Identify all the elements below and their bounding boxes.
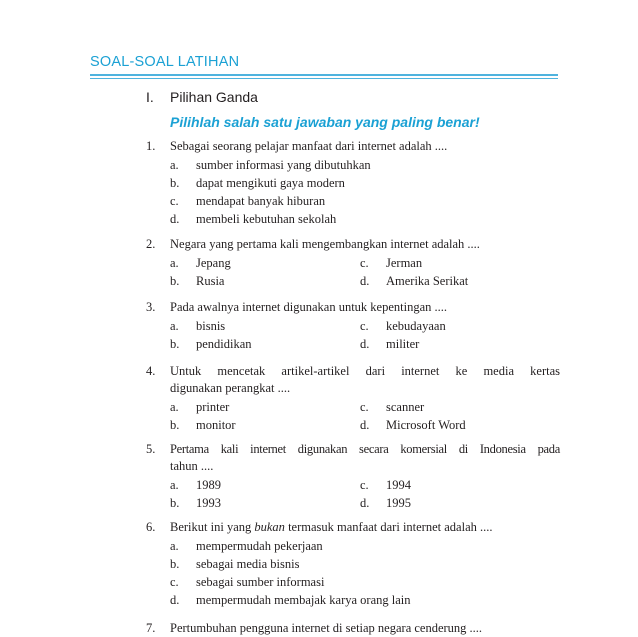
question-number: 4. bbox=[146, 364, 156, 378]
question-number: 3. bbox=[146, 300, 156, 314]
question-number: 2. bbox=[146, 237, 156, 251]
option-text: Amerika Serikat bbox=[386, 274, 469, 288]
option-b bbox=[170, 494, 360, 512]
question-text bbox=[170, 519, 560, 536]
question-text: Negara yang pertama kali mengembangkan internet adalah .... bbox=[170, 237, 480, 251]
question-5 bbox=[146, 441, 560, 512]
option-b bbox=[170, 416, 360, 434]
option-letter: c. bbox=[170, 194, 179, 208]
option-d bbox=[360, 494, 560, 512]
question-text-line1: Pertama kali internet digunakan secara komersial di Indonesia pada bbox=[170, 442, 560, 456]
option-letter: b. bbox=[170, 557, 180, 571]
option-text: bisnis bbox=[196, 319, 226, 333]
option-letter: a. bbox=[170, 478, 179, 492]
option-text: Jepang bbox=[196, 256, 231, 270]
option-letter: d. bbox=[170, 593, 180, 607]
question-text-line1: Untuk mencetak artikel-artikel dari internet ke media kertas bbox=[170, 364, 560, 378]
question-text: Pada awalnya internet digunakan untuk kepentingan .... bbox=[170, 300, 448, 314]
option-d bbox=[170, 591, 560, 609]
option-c bbox=[360, 317, 560, 335]
options-grid bbox=[170, 476, 560, 512]
option-text: monitor bbox=[196, 418, 236, 432]
question-6 bbox=[146, 519, 560, 609]
option-letter: b. bbox=[170, 274, 180, 288]
option-b bbox=[170, 174, 560, 192]
option-letter: d. bbox=[170, 212, 180, 226]
option-letter: c. bbox=[360, 478, 369, 492]
instruction: Pilihlah salah satu jawaban yang paling benar! bbox=[170, 114, 480, 130]
options-grid bbox=[170, 254, 560, 290]
option-letter: b. bbox=[170, 496, 180, 510]
section-title: Pilihan Ganda bbox=[170, 89, 258, 105]
option-letter: c. bbox=[360, 256, 369, 270]
option-c bbox=[170, 573, 560, 591]
option-text: militer bbox=[386, 337, 420, 351]
option-letter: a. bbox=[170, 539, 179, 553]
section-number: I. bbox=[146, 89, 154, 105]
option-b bbox=[170, 555, 560, 573]
option-letter: b. bbox=[170, 176, 180, 190]
option-text: kebudayaan bbox=[386, 319, 446, 333]
option-text: 1995 bbox=[386, 496, 411, 510]
option-letter: c. bbox=[360, 319, 369, 333]
option-text: sebagai sumber informasi bbox=[196, 575, 325, 589]
option-letter: d. bbox=[360, 496, 370, 510]
option-d bbox=[360, 335, 560, 353]
option-a bbox=[170, 156, 560, 174]
option-b bbox=[170, 335, 360, 353]
option-a bbox=[170, 537, 560, 555]
option-text: dapat mengikuti gaya modern bbox=[196, 176, 345, 190]
option-letter: b. bbox=[170, 418, 180, 432]
option-text: printer bbox=[196, 400, 230, 414]
question-4 bbox=[146, 363, 560, 434]
options-list bbox=[170, 537, 560, 609]
question-text-before: Berikut ini yang bbox=[170, 520, 255, 534]
option-d bbox=[170, 210, 560, 228]
option-text: 1993 bbox=[196, 496, 221, 510]
option-d bbox=[360, 416, 560, 434]
question-text-line2: tahun .... bbox=[170, 459, 214, 473]
question-7 bbox=[146, 620, 560, 637]
option-text: 1989 bbox=[196, 478, 221, 492]
option-a bbox=[170, 317, 360, 335]
options-grid bbox=[170, 398, 560, 434]
question-text-emphasis: bukan bbox=[254, 520, 285, 534]
option-b bbox=[170, 272, 360, 290]
option-text: sebagai media bisnis bbox=[196, 557, 300, 571]
option-text: Jerman bbox=[386, 256, 423, 270]
question-number: 1. bbox=[146, 139, 156, 153]
option-letter: c. bbox=[360, 400, 369, 414]
question-text-line2: digunakan perangkat .... bbox=[170, 381, 291, 395]
option-letter: b. bbox=[170, 337, 180, 351]
option-text: membeli kebutuhan sekolah bbox=[196, 212, 337, 226]
header-rule-thick bbox=[90, 74, 558, 76]
option-d bbox=[360, 272, 560, 290]
option-c bbox=[360, 398, 560, 416]
option-letter: a. bbox=[170, 319, 179, 333]
option-c bbox=[170, 192, 560, 210]
option-c bbox=[360, 476, 560, 494]
question-number: 7. bbox=[146, 621, 156, 635]
option-letter: a. bbox=[170, 158, 179, 172]
option-text: pendidikan bbox=[196, 337, 252, 351]
option-letter: d. bbox=[360, 337, 370, 351]
question-1 bbox=[146, 138, 560, 228]
question-text-after: termasuk manfaat dari internet adalah .... bbox=[284, 520, 493, 534]
option-text: Rusia bbox=[196, 274, 225, 288]
option-a bbox=[170, 254, 360, 272]
option-letter: d. bbox=[360, 418, 370, 432]
option-text: mendapat banyak hiburan bbox=[196, 194, 326, 208]
question-text: Pertumbuhan pengguna internet di setiap negara cenderung .... bbox=[170, 621, 483, 635]
option-letter: a. bbox=[170, 256, 179, 270]
section-header: SOAL-SOAL LATIHAN bbox=[90, 54, 240, 70]
option-c bbox=[360, 254, 560, 272]
option-letter: a. bbox=[170, 400, 179, 414]
option-text: scanner bbox=[386, 400, 425, 414]
question-text: Sebagai seorang pelajar manfaat dari internet adalah .... bbox=[170, 139, 448, 153]
option-text: mempermudah membajak karya orang lain bbox=[196, 593, 411, 607]
question-3 bbox=[146, 299, 560, 353]
option-letter: c. bbox=[170, 575, 179, 589]
option-text: mempermudah pekerjaan bbox=[196, 539, 323, 553]
option-a bbox=[170, 398, 360, 416]
option-text: Microsoft Word bbox=[386, 418, 466, 432]
question-2 bbox=[146, 236, 560, 290]
options-list bbox=[170, 156, 560, 228]
option-text: sumber informasi yang dibutuhkan bbox=[196, 158, 371, 172]
header-rule-thin bbox=[90, 78, 558, 79]
option-a bbox=[170, 476, 360, 494]
option-text: 1994 bbox=[386, 478, 411, 492]
options-grid bbox=[170, 317, 560, 353]
option-letter: d. bbox=[360, 274, 370, 288]
question-number: 6. bbox=[146, 520, 156, 534]
question-number: 5. bbox=[146, 442, 156, 456]
